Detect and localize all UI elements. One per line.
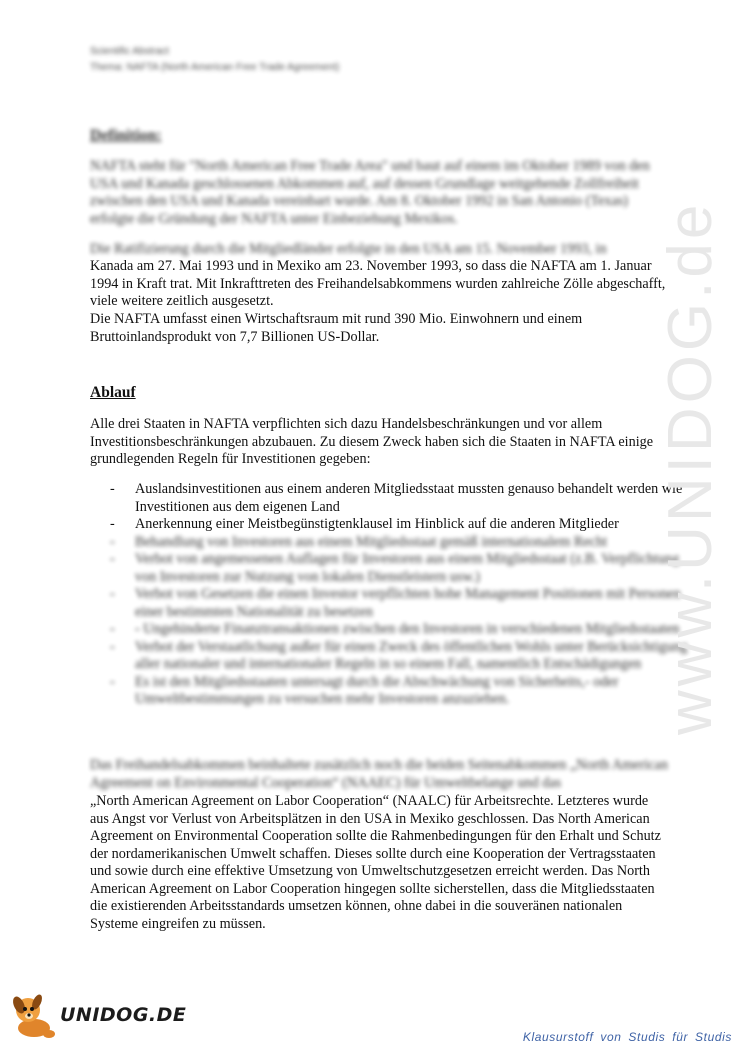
- definition-heading: Definition:: [90, 127, 162, 144]
- list-item-text: Anerkennung einer Meistbegünstigtenklausel im Hinblick auf die anderen Mitglieder: [135, 516, 619, 532]
- header-line-1: Scientific Abstract: [90, 46, 169, 57]
- list-item-text: Verbot von angemessenen Auflagen für Investoren aus einem Mitgliedsstaat (z.B. Verpflichtung von Investoren zur Nutzung von lokalen Dienstleistern usw.): [135, 551, 680, 585]
- agreements-paragraph-blurred: Das Freihandelsabkommen beinhaltete zusätzlich noch die beiden Seitenabkommen „North American Agreement on Environmental Cooperation“ (NAAEC) für Umweltbelange und das: [90, 757, 668, 791]
- list-item-text: Es ist den Mitgliedsstaaten untersagt durch die Abschwächung von Sicherheits,- oder Umweltbestimmungen zu versuchen mehr Investoren anzuziehen.: [135, 673, 619, 707]
- list-item: [110, 516, 690, 534]
- list-item: [110, 621, 690, 639]
- bullet-dash: -: [110, 638, 115, 655]
- dog-mascot-icon: [8, 990, 62, 1040]
- bullet-dash: -: [110, 586, 115, 602]
- list-item: [110, 481, 690, 516]
- bullet-dash: -: [110, 551, 115, 567]
- bullet-dash: -: [110, 533, 115, 550]
- agreements-paragraph: „North American Agreement on Labor Cooperation“ (NAALC) für Arbeitsrechte. Letzteres wurde aus Angst vor Verlust von Arbeitsplätzen in den USA in Mexiko geschlossen. Das North American Agreement on Environmental Cooperation sollte die Rahmenbedingungen für den Erhalt und Schutz der nordamerikanischen Umwelt schaffen. Dieses sollte durch eine Kooperation der Vertragsstaaten und sowie durch eine effektive Umsetzung von Umweltschutzgesetzen erreicht werden. Das North American Agreement on Labor Cooperation hingegen sollte sicherstellen, dass die Mitgliedsstaaten die existierenden Arbeitsstandards umsetzen können, ohne dabei in die souveränen nationalen Systeme eingreifen zu müssen.: [90, 793, 661, 932]
- ablauf-heading: Ablauf: [90, 384, 136, 401]
- definition-paragraph-2: Kanada am 27. Mai 1993 und in Mexiko am 23. November 1993, so dass die NAFTA am 1. Januar 1994 in Kraft trat. Mit Inkrafttreten des Freihandelsabkommens wurden zahlreiche Zölle abgeschafft, viele weitere zeitlich ausgesetzt.: [90, 258, 666, 309]
- bullet-dash: -: [110, 516, 115, 532]
- definition-paragraph-2-blurred: Die Ratifizierung durch die Mitgliedländer erfolgte in den USA am 15. November 1993, in: [90, 241, 607, 257]
- bullet-dash: -: [110, 481, 115, 497]
- footer-tagline: Klausurstoff von Studis für Studis: [522, 1030, 732, 1044]
- list-item: [110, 551, 690, 586]
- list-item: [110, 674, 690, 709]
- list-item: [110, 586, 690, 621]
- bullet-dash: -: [110, 621, 115, 637]
- list-item: [110, 534, 690, 552]
- list-item-text: Verbot von Gesetzen die einen Investor verpflichten hohe Management Positionen mit Personen einer bestimmten Nationalität zu besetzen: [135, 586, 681, 620]
- list-item-text: Behandlung von Investoren aus einem Mitgliedsstaat gemäß internationalem Recht: [135, 533, 608, 550]
- list-item-text: - Ungehinderte Finanztransaktionen zwischen den Investoren in verschiedenen Mitgliedsstaaten: [135, 621, 680, 637]
- unidog-logo: [8, 990, 187, 1040]
- header-line-2: Thema: NAFTA (North American Free Trade Agreement): [90, 62, 340, 73]
- list-item-text: Verbot der Verstaatlichung außer für einen Zweck des öffentlichen Wohls unter Berücksichtigung aller nationaler und internationaler Regeln in so einem Fall, namentlich Entschädigungen: [135, 638, 688, 672]
- list-item: [110, 639, 690, 674]
- bullet-dash: -: [110, 673, 115, 690]
- list-item-text: Auslandsinvestitionen aus einem anderen Mitgliedsstaat mussten genauso behandelt werden wie Investitionen aus dem eigenen Land: [135, 481, 683, 515]
- ablauf-intro: Alle drei Staaten in NAFTA verpflichten sich dazu Handelsbeschränkungen und vor allem Investitionsbeschränkungen abzubauen. Zu diesem Zweck haben sich die Staaten in NAFTA einige grundlegenden Regeln für Investitionen gegeben:: [90, 416, 654, 467]
- investment-rules-list: [110, 481, 690, 709]
- definition-paragraph-3: Die NAFTA umfasst einen Wirtschaftsraum mit rund 390 Mio. Einwohnern und einem Bruttoinlandsprodukt von 7,7 Billionen US-Dollar.: [90, 311, 583, 345]
- definition-paragraph-1: NAFTA steht für "North American Free Trade Area" und baut auf einem im Oktober 1989 von den USA und Kanada geschlossenen Abkommen auf, auf dessen Grundlage weitgehende Zollfreiheit zwischen den USA und Kanada vereinbart wurde. Am 8. Oktober 1992 in San Antonio (Texas) erfolgte die Gründung der NAFTA unter Einbeziehung Mexikos.: [90, 158, 650, 227]
- document-header: [90, 44, 339, 76]
- logo-text: UNIDOG.DE: [60, 1004, 187, 1026]
- watermark: www.UNIDOG.de: [656, 200, 725, 735]
